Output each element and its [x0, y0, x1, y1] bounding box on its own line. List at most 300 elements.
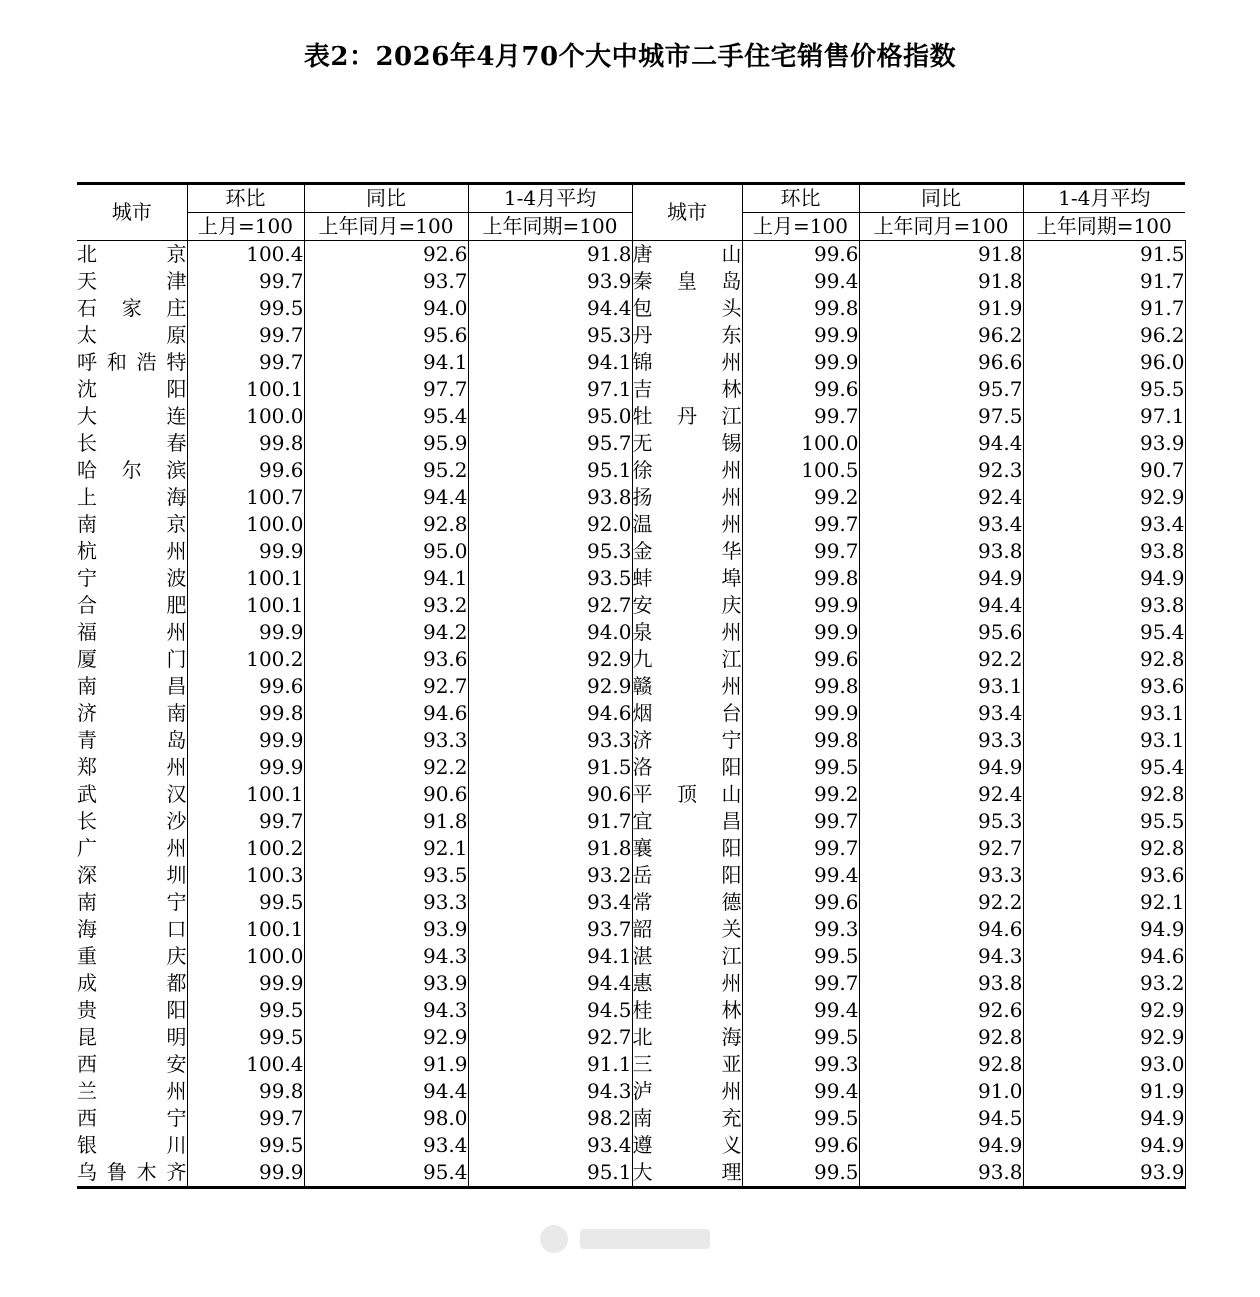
- hb-value: 99.8: [742, 565, 859, 592]
- tb-value: 93.8: [859, 1159, 1023, 1188]
- hb-value: 100.0: [187, 511, 304, 538]
- hb-value: 99.6: [742, 889, 859, 916]
- tb-value: 94.1: [304, 349, 468, 376]
- avg-value: 95.4: [1023, 754, 1185, 781]
- city-name: 沈阳: [77, 377, 187, 401]
- hb-value: 100.0: [187, 943, 304, 970]
- avg-value: 94.0: [468, 619, 632, 646]
- city-name: 南昌: [77, 674, 187, 698]
- city-name: 太原: [77, 323, 187, 347]
- city-name: 北海: [632, 1025, 742, 1049]
- city-name: 石家庄: [77, 296, 187, 320]
- hb-value: 99.5: [187, 1132, 304, 1159]
- table-row: [77, 889, 1185, 916]
- city-name: 温州: [632, 512, 742, 536]
- hb-value: 99.8: [187, 700, 304, 727]
- avg-value: 91.8: [468, 241, 632, 269]
- hb-value: 99.6: [742, 646, 859, 673]
- city-name: 湛江: [632, 944, 742, 968]
- tb-value: 94.4: [304, 1078, 468, 1105]
- city-name: 常德: [632, 890, 742, 914]
- hb-value: 99.7: [742, 538, 859, 565]
- tb-value: 95.6: [304, 322, 468, 349]
- avg-value: 95.0: [468, 403, 632, 430]
- city-name: 包头: [632, 296, 742, 320]
- hb-value: 100.1: [187, 592, 304, 619]
- hb-value: 99.5: [187, 997, 304, 1024]
- hb-value: 99.7: [742, 970, 859, 997]
- avg-value: 93.2: [1023, 970, 1185, 997]
- city-name: 唐山: [632, 242, 742, 266]
- table-row: [77, 700, 1185, 727]
- hb-value: 100.1: [187, 565, 304, 592]
- avg-value: 92.9: [1023, 1024, 1185, 1051]
- city-name: 大连: [77, 404, 187, 428]
- avg-value: 91.8: [468, 835, 632, 862]
- tb-value: 92.6: [859, 997, 1023, 1024]
- table-row: [77, 592, 1185, 619]
- avg-value: 93.8: [1023, 538, 1185, 565]
- table-row: [77, 295, 1185, 322]
- city-name: 蚌埠: [632, 566, 742, 590]
- hb-value: 99.9: [187, 727, 304, 754]
- tb-value: 92.9: [304, 1024, 468, 1051]
- tb-value: 95.9: [304, 430, 468, 457]
- avg-value: 93.8: [1023, 592, 1185, 619]
- avg-value: 92.0: [468, 511, 632, 538]
- tb-value: 93.4: [859, 700, 1023, 727]
- table-row: [77, 673, 1185, 700]
- avg-value: 94.6: [468, 700, 632, 727]
- tb-value: 96.2: [859, 322, 1023, 349]
- city-name: 丹东: [632, 323, 742, 347]
- table-header: [77, 184, 1185, 241]
- tb-value: 95.3: [859, 808, 1023, 835]
- table-row: [77, 916, 1185, 943]
- tb-value: 94.3: [304, 997, 468, 1024]
- hb-value: 99.8: [187, 1078, 304, 1105]
- tb-value: 91.8: [304, 808, 468, 835]
- city-name: 郑州: [77, 755, 187, 779]
- avg-value: 92.8: [1023, 781, 1185, 808]
- avg-value: 93.6: [1023, 673, 1185, 700]
- tb-value: 93.3: [859, 862, 1023, 889]
- tb-value: 94.2: [304, 619, 468, 646]
- table-row: [77, 268, 1185, 295]
- hb-subheader-right: 上月=100: [742, 213, 859, 241]
- avg-value: 93.9: [1023, 430, 1185, 457]
- hb-value: 99.6: [187, 457, 304, 484]
- avg-value: 92.8: [1023, 646, 1185, 673]
- city-name: 无锡: [632, 431, 742, 455]
- tb-value: 94.3: [859, 943, 1023, 970]
- tb-value: 95.7: [859, 376, 1023, 403]
- avg-value: 95.1: [468, 457, 632, 484]
- hb-value: 99.5: [187, 295, 304, 322]
- tb-value: 95.6: [859, 619, 1023, 646]
- avg-value: 94.9: [1023, 565, 1185, 592]
- tb-value: 94.9: [859, 565, 1023, 592]
- avg-value: 91.7: [468, 808, 632, 835]
- city-name: 宜昌: [632, 809, 742, 833]
- city-name: 青岛: [77, 728, 187, 752]
- avg-value: 94.9: [1023, 1132, 1185, 1159]
- avg-value: 95.5: [1023, 808, 1185, 835]
- tb-value: 91.9: [304, 1051, 468, 1078]
- table-row: [77, 538, 1185, 565]
- city-name: 遵义: [632, 1133, 742, 1157]
- city-name: 兰州: [77, 1079, 187, 1103]
- tb-value: 92.4: [859, 781, 1023, 808]
- tb-value: 91.8: [859, 268, 1023, 295]
- table-row: [77, 862, 1185, 889]
- hb-value: 100.0: [742, 430, 859, 457]
- table-row: [77, 565, 1185, 592]
- hb-value: 99.9: [742, 322, 859, 349]
- hb-value: 99.7: [742, 403, 859, 430]
- table-row: [77, 1105, 1185, 1132]
- table-body: [77, 241, 1185, 1188]
- avg-value: 98.2: [468, 1105, 632, 1132]
- city-name: 平顶山: [632, 782, 742, 806]
- table-row: [77, 484, 1185, 511]
- city-name: 南宁: [77, 890, 187, 914]
- tb-value: 92.2: [859, 889, 1023, 916]
- avg-header-left: 1-4月平均: [468, 184, 632, 213]
- avg-value: 96.2: [1023, 322, 1185, 349]
- tb-value: 93.9: [304, 916, 468, 943]
- city-name: 成都: [77, 971, 187, 995]
- city-name: 泉州: [632, 620, 742, 644]
- tb-value: 92.8: [859, 1024, 1023, 1051]
- avg-value: 97.1: [468, 376, 632, 403]
- city-name: 合肥: [77, 593, 187, 617]
- avg-value: 93.9: [468, 268, 632, 295]
- tb-value: 93.3: [304, 889, 468, 916]
- table-row: [77, 943, 1185, 970]
- tb-value: 94.6: [304, 700, 468, 727]
- tb-value: 93.7: [304, 268, 468, 295]
- tb-value: 95.4: [304, 1159, 468, 1188]
- table-row: [77, 970, 1185, 997]
- avg-header-right: 1-4月平均: [1023, 184, 1185, 213]
- table-row: [77, 1132, 1185, 1159]
- table-row: [77, 754, 1185, 781]
- city-name: 泸州: [632, 1079, 742, 1103]
- tb-value: 92.7: [859, 835, 1023, 862]
- hb-value: 99.6: [742, 241, 859, 269]
- avg-subheader-right: 上年同期=100: [1023, 213, 1185, 241]
- hb-value: 99.9: [187, 970, 304, 997]
- hb-value: 99.7: [187, 808, 304, 835]
- avg-value: 93.4: [468, 889, 632, 916]
- hb-value: 100.1: [187, 916, 304, 943]
- city-name: 银川: [77, 1133, 187, 1157]
- tb-value: 93.3: [304, 727, 468, 754]
- city-name: 武汉: [77, 782, 187, 806]
- city-name: 福州: [77, 620, 187, 644]
- tb-value: 93.9: [304, 970, 468, 997]
- avg-value: 91.1: [468, 1051, 632, 1078]
- price-index-table: [77, 182, 1186, 1189]
- hb-value: 99.9: [187, 1159, 304, 1188]
- hb-value: 99.2: [742, 781, 859, 808]
- city-name: 牡丹江: [632, 404, 742, 428]
- tb-value: 95.2: [304, 457, 468, 484]
- hb-value: 99.5: [742, 1159, 859, 1188]
- hb-value: 99.9: [742, 592, 859, 619]
- city-name: 天津: [77, 269, 187, 293]
- avg-value: 91.9: [1023, 1078, 1185, 1105]
- tb-value: 90.6: [304, 781, 468, 808]
- hb-value: 99.7: [742, 511, 859, 538]
- hb-value: 99.9: [742, 700, 859, 727]
- hb-value: 99.7: [187, 322, 304, 349]
- city-name: 昆明: [77, 1025, 187, 1049]
- avg-value: 90.7: [1023, 457, 1185, 484]
- table-row: [77, 322, 1185, 349]
- city-name: 吉林: [632, 377, 742, 401]
- hb-value: 99.4: [742, 1078, 859, 1105]
- table-row: [77, 997, 1185, 1024]
- tb-value: 92.8: [304, 511, 468, 538]
- city-name: 桂林: [632, 998, 742, 1022]
- avg-value: 91.5: [468, 754, 632, 781]
- avg-value: 94.3: [468, 1078, 632, 1105]
- table-row: [77, 376, 1185, 403]
- city-name: 北京: [77, 242, 187, 266]
- hb-value: 99.2: [742, 484, 859, 511]
- avg-value: 91.7: [1023, 295, 1185, 322]
- table-row: [77, 781, 1185, 808]
- tb-value: 94.3: [304, 943, 468, 970]
- city-name: 重庆: [77, 944, 187, 968]
- tb-value: 94.4: [304, 484, 468, 511]
- avg-value: 92.1: [1023, 889, 1185, 916]
- hb-header-left: 环比: [187, 184, 304, 213]
- city-name: 上海: [77, 485, 187, 509]
- tb-value: 95.4: [304, 403, 468, 430]
- hb-value: 99.5: [742, 1024, 859, 1051]
- city-name: 赣州: [632, 674, 742, 698]
- hb-value: 99.4: [742, 268, 859, 295]
- city-name: 烟台: [632, 701, 742, 725]
- avg-value: 93.0: [1023, 1051, 1185, 1078]
- city-name: 安庆: [632, 593, 742, 617]
- city-name: 济南: [77, 701, 187, 725]
- avg-value: 95.5: [1023, 376, 1185, 403]
- avg-value: 93.9: [1023, 1159, 1185, 1188]
- hb-value: 99.5: [187, 1024, 304, 1051]
- city-name: 岳阳: [632, 863, 742, 887]
- hb-value: 100.2: [187, 646, 304, 673]
- tb-value: 91.9: [859, 295, 1023, 322]
- tb-subheader-right: 上年同月=100: [859, 213, 1023, 241]
- avg-value: 90.6: [468, 781, 632, 808]
- tb-value: 94.4: [859, 592, 1023, 619]
- avg-value: 94.9: [1023, 1105, 1185, 1132]
- city-name: 韶关: [632, 917, 742, 941]
- city-name: 九江: [632, 647, 742, 671]
- avg-value: 93.6: [1023, 862, 1185, 889]
- city-name: 长春: [77, 431, 187, 455]
- table-row: [77, 349, 1185, 376]
- tb-subheader-left: 上年同月=100: [304, 213, 468, 241]
- tb-value: 98.0: [304, 1105, 468, 1132]
- avg-value: 91.5: [1023, 241, 1185, 269]
- tb-value: 97.5: [859, 403, 1023, 430]
- avg-value: 92.9: [468, 673, 632, 700]
- table-row: [77, 808, 1185, 835]
- avg-value: 95.3: [468, 538, 632, 565]
- tb-value: 96.6: [859, 349, 1023, 376]
- hb-value: 99.7: [742, 835, 859, 862]
- city-name: 呼和浩特: [77, 350, 187, 374]
- city-name: 长沙: [77, 809, 187, 833]
- table-row: [77, 1051, 1185, 1078]
- city-name: 杭州: [77, 539, 187, 563]
- city-name: 哈尔滨: [77, 458, 187, 482]
- table-row: [77, 403, 1185, 430]
- hb-value: 99.8: [742, 727, 859, 754]
- tb-header-left: 同比: [304, 184, 468, 213]
- tb-value: 92.2: [304, 754, 468, 781]
- hb-value: 99.6: [742, 376, 859, 403]
- tb-value: 97.7: [304, 376, 468, 403]
- city-name: 乌鲁木齐: [77, 1159, 187, 1188]
- avg-value: 95.4: [1023, 619, 1185, 646]
- hb-value: 99.6: [742, 1132, 859, 1159]
- hb-subheader-left: 上月=100: [187, 213, 304, 241]
- city-name: 金华: [632, 539, 742, 563]
- hb-value: 99.3: [742, 916, 859, 943]
- tb-value: 94.6: [859, 916, 1023, 943]
- hb-header-right: 环比: [742, 184, 859, 213]
- tb-value: 93.4: [304, 1132, 468, 1159]
- tb-value: 93.3: [859, 727, 1023, 754]
- avg-value: 93.8: [468, 484, 632, 511]
- table-row: [77, 1024, 1185, 1051]
- tb-value: 92.6: [304, 241, 468, 269]
- city-name: 深圳: [77, 863, 187, 887]
- avg-value: 92.9: [1023, 484, 1185, 511]
- city-name: 厦门: [77, 647, 187, 671]
- city-name: 徐州: [632, 458, 742, 482]
- city-name: 西宁: [77, 1106, 187, 1130]
- table-row: [77, 727, 1185, 754]
- avg-value: 93.1: [1023, 700, 1185, 727]
- city-name: 三亚: [632, 1052, 742, 1076]
- hb-value: 100.3: [187, 862, 304, 889]
- avg-value: 91.7: [1023, 268, 1185, 295]
- city-name: 锦州: [632, 350, 742, 374]
- avg-value: 93.5: [468, 565, 632, 592]
- avg-value: 95.1: [468, 1159, 632, 1188]
- hb-value: 100.5: [742, 457, 859, 484]
- tb-value: 92.3: [859, 457, 1023, 484]
- hb-value: 100.1: [187, 376, 304, 403]
- tb-value: 94.1: [304, 565, 468, 592]
- city-name: 南京: [77, 512, 187, 536]
- city-header-left: 城市: [77, 184, 187, 241]
- hb-value: 99.9: [742, 349, 859, 376]
- city-name: 济宁: [632, 728, 742, 752]
- hb-value: 100.4: [187, 241, 304, 269]
- hb-value: 99.7: [187, 1105, 304, 1132]
- avg-value: 95.7: [468, 430, 632, 457]
- avg-value: 93.4: [468, 1132, 632, 1159]
- table-row: [77, 1159, 1185, 1188]
- city-name: 宁波: [77, 566, 187, 590]
- hb-value: 99.9: [187, 619, 304, 646]
- tb-value: 93.8: [859, 970, 1023, 997]
- hb-value: 99.8: [742, 673, 859, 700]
- city-name: 南充: [632, 1106, 742, 1130]
- avg-value: 93.7: [468, 916, 632, 943]
- avg-value: 95.3: [468, 322, 632, 349]
- tb-value: 94.4: [859, 430, 1023, 457]
- tb-value: 95.0: [304, 538, 468, 565]
- avg-value: 92.9: [468, 646, 632, 673]
- table-row: [77, 511, 1185, 538]
- tb-value: 94.9: [859, 1132, 1023, 1159]
- tb-value: 91.8: [859, 241, 1023, 269]
- city-name: 广州: [77, 836, 187, 860]
- avg-value: 92.7: [468, 592, 632, 619]
- hb-value: 99.9: [187, 538, 304, 565]
- hb-value: 99.7: [187, 349, 304, 376]
- hb-value: 99.4: [742, 862, 859, 889]
- avg-value: 97.1: [1023, 403, 1185, 430]
- tb-value: 94.5: [859, 1105, 1023, 1132]
- hb-value: 99.8: [187, 430, 304, 457]
- hb-value: 99.4: [742, 997, 859, 1024]
- tb-value: 92.2: [859, 646, 1023, 673]
- avg-value: 94.4: [468, 295, 632, 322]
- hb-value: 99.5: [742, 943, 859, 970]
- avg-value: 92.9: [1023, 997, 1185, 1024]
- city-name: 西安: [77, 1052, 187, 1076]
- hb-value: 99.3: [742, 1051, 859, 1078]
- city-name: 惠州: [632, 971, 742, 995]
- avg-value: 94.9: [1023, 916, 1185, 943]
- avg-value: 94.6: [1023, 943, 1185, 970]
- avg-value: 92.8: [1023, 835, 1185, 862]
- city-header-right: 城市: [632, 184, 742, 241]
- page-title: 表2：2026年4月70个大中城市二手住宅销售价格指数: [303, 42, 957, 72]
- city-name: 洛阳: [632, 755, 742, 779]
- city-name: 扬州: [632, 485, 742, 509]
- table-row: [77, 646, 1185, 673]
- hb-value: 100.7: [187, 484, 304, 511]
- tb-value: 92.7: [304, 673, 468, 700]
- city-name: 大理: [632, 1159, 742, 1188]
- hb-value: 99.5: [742, 1105, 859, 1132]
- city-name: 秦皇岛: [632, 269, 742, 293]
- avg-value: 93.3: [468, 727, 632, 754]
- table-row: [77, 430, 1185, 457]
- table-row: [77, 457, 1185, 484]
- avg-value: 93.2: [468, 862, 632, 889]
- avg-value: 93.4: [1023, 511, 1185, 538]
- avg-subheader-left: 上年同期=100: [468, 213, 632, 241]
- avg-value: 94.1: [468, 943, 632, 970]
- hb-value: 99.7: [187, 268, 304, 295]
- avg-value: 94.5: [468, 997, 632, 1024]
- tb-value: 92.1: [304, 835, 468, 862]
- avg-value: 94.1: [468, 349, 632, 376]
- tb-value: 93.2: [304, 592, 468, 619]
